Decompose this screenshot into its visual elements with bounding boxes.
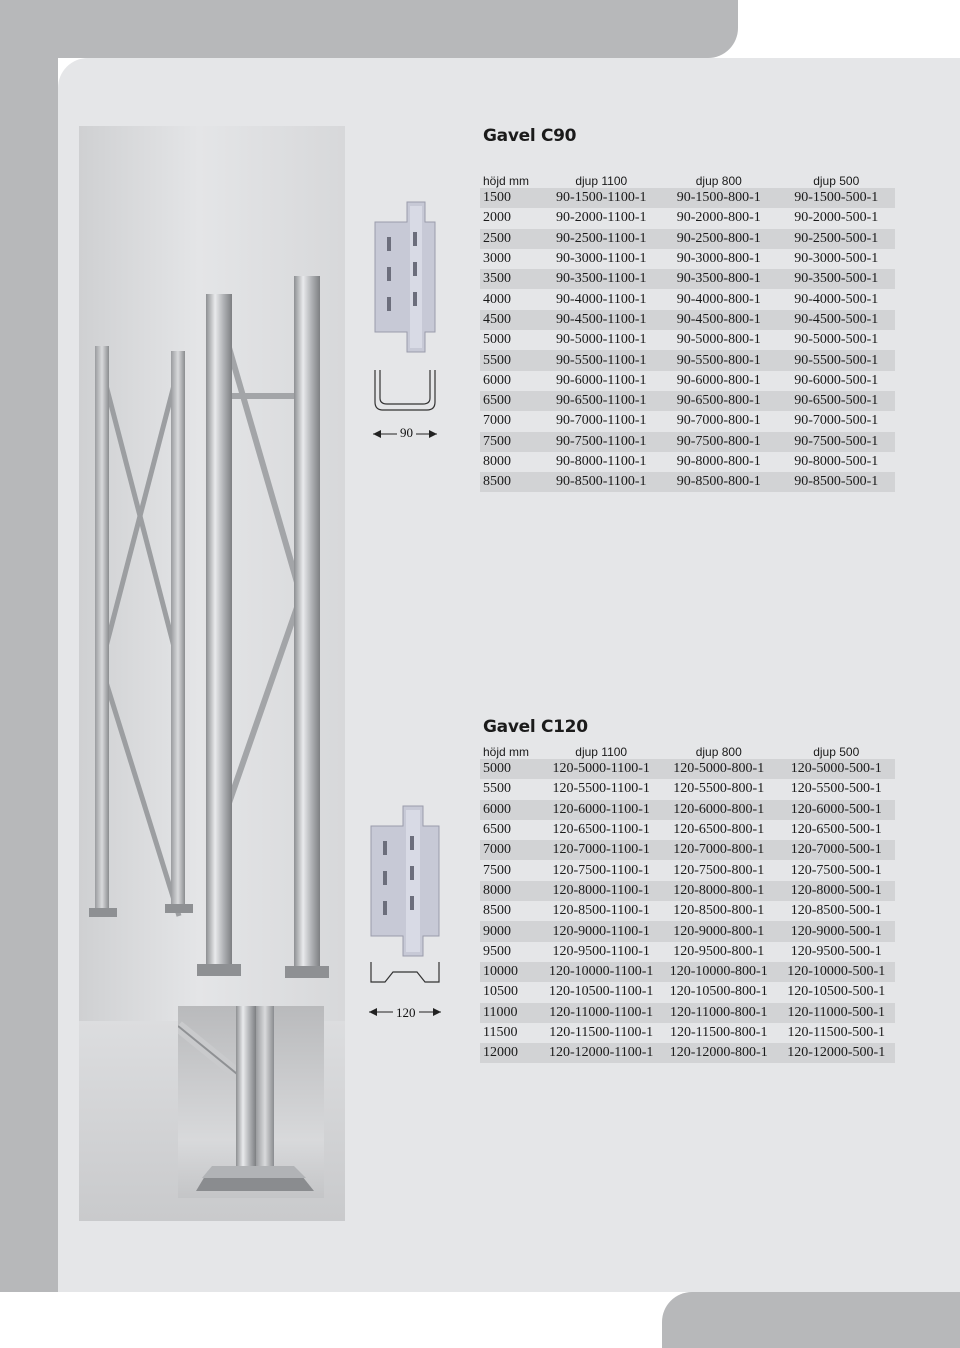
height-cell: 7500 xyxy=(480,432,542,452)
article-number-cell: 90-2500-500-1 xyxy=(778,229,896,249)
article-number-cell: 120-9000-500-1 xyxy=(777,921,895,941)
article-number-cell: 120-6000-500-1 xyxy=(777,800,895,820)
table-row xyxy=(480,391,895,411)
table-header-row xyxy=(480,166,895,188)
article-number-cell: 90-2500-800-1 xyxy=(660,229,777,249)
table-row xyxy=(480,289,895,309)
height-cell: 3500 xyxy=(480,269,542,289)
article-number-cell: 120-9500-800-1 xyxy=(660,942,777,962)
article-number-cell: 90-4000-1100-1 xyxy=(542,289,660,309)
left-margin-strip xyxy=(0,0,58,1292)
table-row xyxy=(480,860,895,880)
height-cell: 9500 xyxy=(480,942,542,962)
height-cell: 8000 xyxy=(480,881,542,901)
article-number-cell: 120-8500-500-1 xyxy=(777,901,895,921)
c120-table xyxy=(480,737,895,1063)
article-number-cell: 90-3500-500-1 xyxy=(778,269,896,289)
height-cell: 11000 xyxy=(480,1003,542,1023)
article-number-cell: 90-5000-500-1 xyxy=(778,330,896,350)
height-cell: 5500 xyxy=(480,350,542,370)
height-cell: 2500 xyxy=(480,229,542,249)
header-tab xyxy=(0,0,738,58)
height-cell: 6000 xyxy=(480,371,542,391)
table-row xyxy=(480,269,895,289)
table-row xyxy=(480,1023,895,1043)
article-number-cell: 90-6000-800-1 xyxy=(660,371,777,391)
article-number-cell: 120-11500-800-1 xyxy=(660,1023,777,1043)
article-number-cell: 90-6000-500-1 xyxy=(778,371,896,391)
article-number-cell: 120-8500-1100-1 xyxy=(542,901,660,921)
table-row xyxy=(480,472,895,492)
table-row xyxy=(480,779,895,799)
c90-dimension-label: 90 xyxy=(397,425,416,441)
c90-upright-profile xyxy=(365,192,445,452)
article-number-cell: 120-10000-1100-1 xyxy=(542,962,660,982)
article-number-cell: 120-6000-1100-1 xyxy=(542,800,660,820)
article-number-cell: 120-9000-800-1 xyxy=(660,921,777,941)
article-number-cell: 90-3500-1100-1 xyxy=(542,269,660,289)
article-number-cell: 90-7000-1100-1 xyxy=(542,411,660,431)
article-number-cell: 120-5500-1100-1 xyxy=(542,779,660,799)
article-number-cell: 120-7000-500-1 xyxy=(777,840,895,860)
column-header-depth-500: djup 500 xyxy=(813,745,860,759)
c90-table-body xyxy=(480,188,895,492)
article-number-cell: 120-8000-800-1 xyxy=(660,881,777,901)
article-number-cell: 120-10500-500-1 xyxy=(777,982,895,1002)
table-row xyxy=(480,208,895,228)
height-cell: 5000 xyxy=(480,759,542,779)
article-number-cell: 90-3000-800-1 xyxy=(660,249,777,269)
height-cell: 12000 xyxy=(480,1043,542,1063)
height-cell: 5000 xyxy=(480,330,542,350)
height-cell: 9000 xyxy=(480,921,542,941)
article-number-cell: 90-1500-800-1 xyxy=(660,188,777,208)
article-number-cell: 120-7000-1100-1 xyxy=(542,840,660,860)
c90-table xyxy=(480,166,895,492)
article-number-cell: 120-12000-800-1 xyxy=(660,1043,777,1063)
height-cell: 11500 xyxy=(480,1023,542,1043)
article-number-cell: 120-6500-500-1 xyxy=(777,820,895,840)
article-number-cell: 90-6000-1100-1 xyxy=(542,371,660,391)
article-number-cell: 120-7500-800-1 xyxy=(660,860,777,880)
article-number-cell: 90-5500-800-1 xyxy=(660,350,777,370)
article-number-cell: 120-11500-1100-1 xyxy=(542,1023,660,1043)
table-row xyxy=(480,411,895,431)
column-header-height: höjd mm xyxy=(483,745,530,759)
article-number-cell: 120-8000-500-1 xyxy=(777,881,895,901)
table-row xyxy=(480,840,895,860)
article-number-cell: 120-5000-800-1 xyxy=(660,759,777,779)
article-number-cell: 120-6500-1100-1 xyxy=(542,820,660,840)
c120-dimension-label: 120 xyxy=(393,1005,419,1021)
c120-upright-profile xyxy=(365,796,445,1028)
article-number-cell: 90-7000-800-1 xyxy=(660,411,777,431)
article-number-cell: 120-11000-800-1 xyxy=(660,1003,777,1023)
article-number-cell: 120-10000-800-1 xyxy=(660,962,777,982)
article-number-cell: 120-8000-1100-1 xyxy=(542,881,660,901)
article-number-cell: 120-11500-500-1 xyxy=(777,1023,895,1043)
table-row xyxy=(480,350,895,370)
article-number-cell: 120-11000-500-1 xyxy=(777,1003,895,1023)
article-number-cell: 90-5000-800-1 xyxy=(660,330,777,350)
article-number-cell: 90-3000-1100-1 xyxy=(542,249,660,269)
article-number-cell: 90-2000-800-1 xyxy=(660,208,777,228)
article-number-cell: 90-7500-800-1 xyxy=(660,432,777,452)
article-number-cell: 90-7000-500-1 xyxy=(778,411,896,431)
table-row xyxy=(480,1003,895,1023)
article-number-cell: 90-8000-1100-1 xyxy=(542,452,660,472)
article-number-cell: 120-9000-1100-1 xyxy=(542,921,660,941)
article-number-cell: 120-7500-500-1 xyxy=(777,860,895,880)
article-number-cell: 90-8000-800-1 xyxy=(660,452,777,472)
article-number-cell: 120-5500-500-1 xyxy=(777,779,895,799)
article-number-cell: 90-8500-500-1 xyxy=(778,472,896,492)
height-cell: 10000 xyxy=(480,962,542,982)
table-row xyxy=(480,188,895,208)
article-number-cell: 90-8000-500-1 xyxy=(778,452,896,472)
base-plate-photo xyxy=(178,1006,324,1198)
article-number-cell: 90-4500-1100-1 xyxy=(542,310,660,330)
article-number-cell: 120-12000-1100-1 xyxy=(542,1043,660,1063)
table-row xyxy=(480,249,895,269)
table-header-row xyxy=(480,737,895,759)
height-cell: 5500 xyxy=(480,779,542,799)
column-header-depth-500: djup 500 xyxy=(813,174,860,188)
table-row xyxy=(480,942,895,962)
table-row xyxy=(480,962,895,982)
height-cell: 4000 xyxy=(480,289,542,309)
height-cell: 1500 xyxy=(480,188,542,208)
height-cell: 6500 xyxy=(480,820,542,840)
article-number-cell: 90-4500-500-1 xyxy=(778,310,896,330)
c120-title: Gavel C120 xyxy=(483,717,588,737)
article-number-cell: 90-2000-1100-1 xyxy=(542,208,660,228)
article-number-cell: 90-6500-500-1 xyxy=(778,391,896,411)
article-number-cell: 90-6500-1100-1 xyxy=(542,391,660,411)
table-row xyxy=(480,310,895,330)
article-number-cell: 120-10500-1100-1 xyxy=(542,982,660,1002)
table-row xyxy=(480,921,895,941)
article-number-cell: 90-5000-1100-1 xyxy=(542,330,660,350)
article-number-cell: 90-4000-500-1 xyxy=(778,289,896,309)
footer-tab xyxy=(662,1292,960,1348)
table-row xyxy=(480,982,895,1002)
column-header-depth-800: djup 800 xyxy=(695,174,742,188)
height-cell: 8500 xyxy=(480,472,542,492)
article-number-cell: 120-5500-800-1 xyxy=(660,779,777,799)
column-header-depth-1100: djup 1100 xyxy=(575,745,628,759)
article-number-cell: 90-2000-500-1 xyxy=(778,208,896,228)
table-row xyxy=(480,452,895,472)
column-header-depth-800: djup 800 xyxy=(695,745,742,759)
article-number-cell: 90-2500-1100-1 xyxy=(542,229,660,249)
table-row xyxy=(480,229,895,249)
article-number-cell: 90-1500-500-1 xyxy=(778,188,896,208)
table-row xyxy=(480,432,895,452)
article-number-cell: 90-1500-1100-1 xyxy=(542,188,660,208)
article-number-cell: 120-6500-800-1 xyxy=(660,820,777,840)
table-row xyxy=(480,800,895,820)
article-number-cell: 120-10500-800-1 xyxy=(660,982,777,1002)
table-row xyxy=(480,901,895,921)
table-row xyxy=(480,1043,895,1063)
article-number-cell: 90-7500-1100-1 xyxy=(542,432,660,452)
table-row xyxy=(480,820,895,840)
height-cell: 8500 xyxy=(480,901,542,921)
height-cell: 10500 xyxy=(480,982,542,1002)
c120-table-body xyxy=(480,759,895,1063)
table-row xyxy=(480,330,895,350)
article-number-cell: 120-11000-1100-1 xyxy=(542,1003,660,1023)
article-number-cell: 90-5500-1100-1 xyxy=(542,350,660,370)
table-row xyxy=(480,881,895,901)
article-number-cell: 90-4500-800-1 xyxy=(660,310,777,330)
article-number-cell: 120-8500-800-1 xyxy=(660,901,777,921)
height-cell: 8000 xyxy=(480,452,542,472)
height-cell: 3000 xyxy=(480,249,542,269)
article-number-cell: 120-10000-500-1 xyxy=(777,962,895,982)
table-row xyxy=(480,759,895,779)
column-header-height: höjd mm xyxy=(483,174,530,188)
height-cell: 7000 xyxy=(480,411,542,431)
height-cell: 4500 xyxy=(480,310,542,330)
article-number-cell: 90-5500-500-1 xyxy=(778,350,896,370)
base-plate-illustration xyxy=(178,1006,324,1198)
height-cell: 7500 xyxy=(480,860,542,880)
article-number-cell: 120-6000-800-1 xyxy=(660,800,777,820)
article-number-cell: 90-4000-800-1 xyxy=(660,289,777,309)
article-number-cell: 90-8500-1100-1 xyxy=(542,472,660,492)
article-number-cell: 120-5000-500-1 xyxy=(777,759,895,779)
table-row xyxy=(480,371,895,391)
article-number-cell: 90-8500-800-1 xyxy=(660,472,777,492)
article-number-cell: 90-3000-500-1 xyxy=(778,249,896,269)
height-cell: 7000 xyxy=(480,840,542,860)
article-number-cell: 90-7500-500-1 xyxy=(778,432,896,452)
article-number-cell: 120-9500-500-1 xyxy=(777,942,895,962)
column-header-depth-1100: djup 1100 xyxy=(575,174,628,188)
c90-title: Gavel C90 xyxy=(483,126,577,146)
height-cell: 6000 xyxy=(480,800,542,820)
article-number-cell: 90-6500-800-1 xyxy=(660,391,777,411)
article-number-cell: 120-7000-800-1 xyxy=(660,840,777,860)
article-number-cell: 120-5000-1100-1 xyxy=(542,759,660,779)
height-cell: 2000 xyxy=(480,208,542,228)
article-number-cell: 120-12000-500-1 xyxy=(777,1043,895,1063)
article-number-cell: 120-7500-1100-1 xyxy=(542,860,660,880)
article-number-cell: 120-9500-1100-1 xyxy=(542,942,660,962)
article-number-cell: 90-3500-800-1 xyxy=(660,269,777,289)
height-cell: 6500 xyxy=(480,391,542,411)
